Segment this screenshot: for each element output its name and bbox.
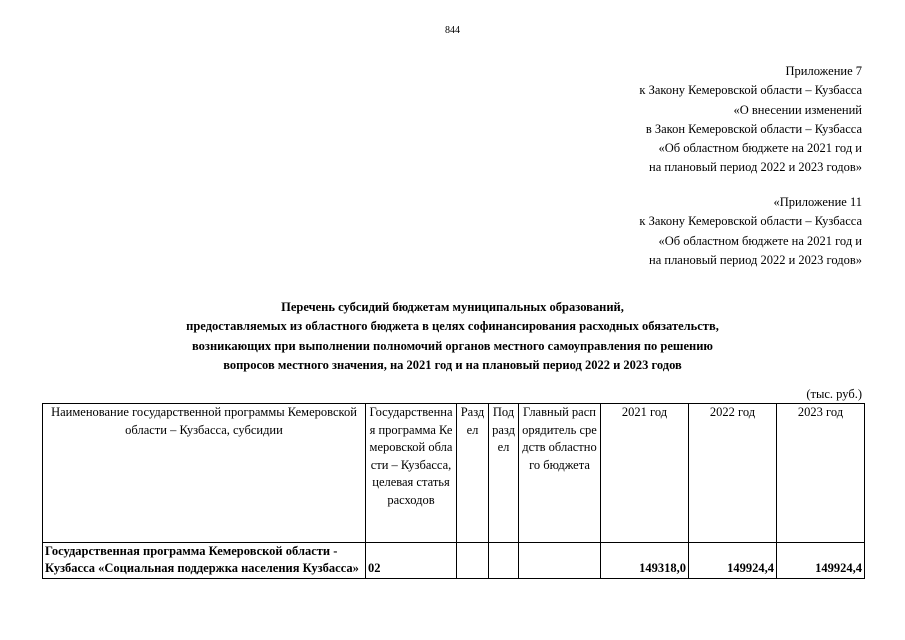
appendix-7-header xyxy=(639,62,862,178)
appendix-7-line: на плановый период 2022 и 2023 годов» xyxy=(649,160,862,175)
header-name: Наименование государственной программы Кемеровской области – Кузбасса, субсидии xyxy=(43,404,366,543)
appendix-11-line: «Приложение 11 xyxy=(773,195,862,209)
cell-manager xyxy=(519,543,601,579)
appendix-7-line: «Об областном бюджете на 2021 год и xyxy=(658,141,862,156)
cell-section xyxy=(457,543,489,579)
header-manager: Главный распорядитель средств областного бюджета xyxy=(519,404,601,543)
appendix-11-header xyxy=(639,193,862,270)
title-line: предоставляемых из областного бюджета в целях софинансирования расходных обязательств, xyxy=(186,319,719,334)
cell-2023: 149924,4 xyxy=(777,543,865,579)
table-row xyxy=(43,543,865,579)
header-subsection: Подраздел xyxy=(489,404,519,543)
appendix-7-line: в Закон Кемеровской области – Кузбасса xyxy=(645,121,862,136)
header-2022: 2022 год xyxy=(689,404,777,543)
appendix-11-line: «Об областном бюджете на 2021 год и xyxy=(658,233,862,248)
cell-subsection xyxy=(489,543,519,579)
cell-target: 02 xyxy=(366,543,457,579)
unit-label: (тыс. руб.) xyxy=(806,387,862,401)
title-line: вопросов местного значения, на 2021 год и на плановый период 2022 и 2023 годов xyxy=(223,357,682,372)
appendix-11-line: к Закону Кемеровской области – Кузбасса xyxy=(639,214,862,229)
appendix-11-line: на плановый период 2022 и 2023 годов» xyxy=(649,252,862,267)
header-section: Раздел xyxy=(457,404,489,543)
table-header-row xyxy=(43,404,865,543)
cell-2021: 149318,0 xyxy=(601,543,689,579)
header-2023: 2023 год xyxy=(777,404,865,543)
cell-2022: 149924,4 xyxy=(689,543,777,579)
document-title xyxy=(0,298,905,375)
header-2021: 2021 год xyxy=(601,404,689,543)
appendix-7-line: «О внесении изменений xyxy=(733,102,862,117)
title-line: Перечень субсидий бюджетам муниципальных образований, xyxy=(281,300,624,314)
appendix-7-line: к Закону Кемеровской области – Кузбасса xyxy=(639,83,862,98)
title-line: возникающих при выполнении полномочий органов местного самоуправления по решению xyxy=(192,338,713,353)
header-target: Государственная программа Кемеровской области – Кузбасса, целевая статья расходов xyxy=(366,404,457,543)
subsidy-table xyxy=(42,403,865,579)
cell-name: Государственная программа Кемеровской области - Кузбасса «Социальная поддержка населения Кузбасса» xyxy=(43,543,366,579)
page-number: 844 xyxy=(445,25,460,36)
appendix-7-line: Приложение 7 xyxy=(785,64,862,78)
